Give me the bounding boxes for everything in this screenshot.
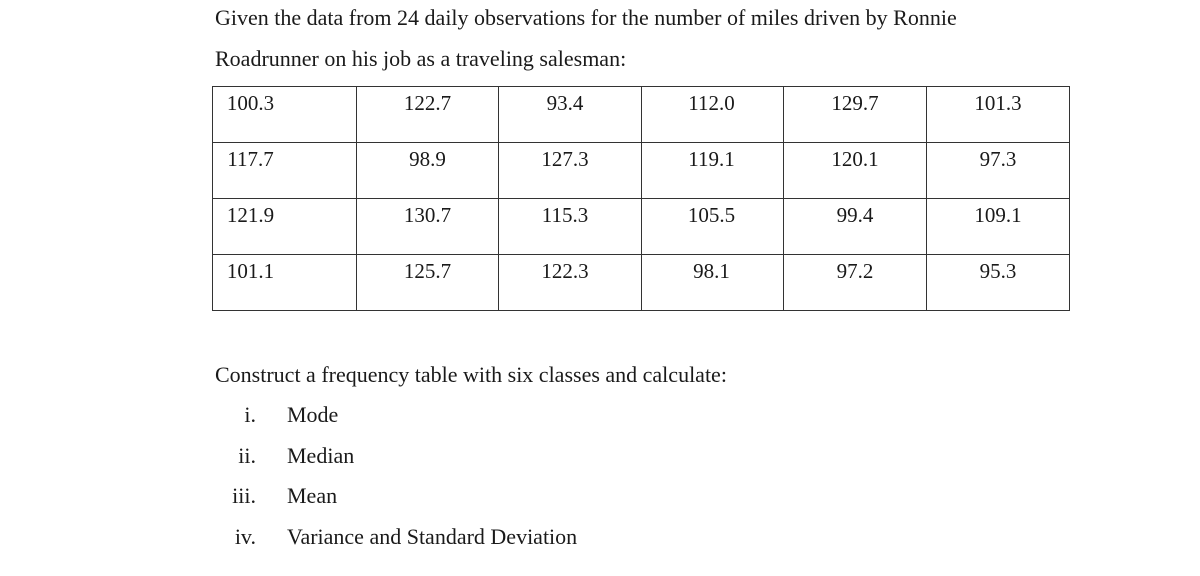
instruction-text: Construct a frequency table with six classes and calculate: (215, 362, 727, 387)
table-cell: 95.3 (927, 255, 1070, 311)
table-cell: 99.4 (784, 199, 927, 255)
table-cell: 115.3 (499, 199, 642, 255)
table-cell: 119.1 (642, 143, 784, 199)
table-cell: 120.1 (784, 143, 927, 199)
table-cell: 122.3 (499, 255, 642, 311)
list-item-number: i. (244, 402, 256, 427)
list-item-number: iv. (234, 524, 256, 549)
table-cell: 122.7 (357, 87, 499, 143)
table-cell: 127.3 (499, 143, 642, 199)
table-cell: 101.1 (213, 255, 357, 311)
table-cell: 109.1 (927, 199, 1070, 255)
table-cell: 129.7 (784, 87, 927, 143)
list-item-number: ii. (238, 443, 256, 468)
list-item-label: Median (287, 443, 355, 468)
table-row (213, 143, 1070, 199)
table-cell: 93.4 (499, 87, 642, 143)
table-cell: 97.2 (784, 255, 927, 311)
table-cell: 105.5 (642, 199, 784, 255)
table-cell: 125.7 (357, 255, 499, 311)
table-row (213, 255, 1070, 311)
table-cell: 121.9 (213, 199, 357, 255)
observations-table (212, 86, 1070, 311)
table-cell: 117.7 (213, 143, 357, 199)
intro-text-line-2: Roadrunner on his job as a traveling salesman: (215, 46, 627, 71)
list-item-label: Mean (287, 483, 338, 508)
list-item-label: Variance and Standard Deviation (287, 524, 578, 549)
table-cell: 98.1 (642, 255, 784, 311)
list-item-number: iii. (232, 483, 256, 508)
list-item-label: Mode (287, 402, 339, 427)
table-cell: 130.7 (357, 199, 499, 255)
table-cell: 97.3 (927, 143, 1070, 199)
table-cell: 112.0 (642, 87, 784, 143)
intro-text-line-1: Given the data from 24 daily observations for the number of miles driven by Ronnie (215, 5, 957, 30)
table-row (213, 199, 1070, 255)
table-cell: 98.9 (357, 143, 499, 199)
table-cell: 101.3 (927, 87, 1070, 143)
table-cell: 100.3 (213, 87, 357, 143)
table-row (213, 87, 1070, 143)
